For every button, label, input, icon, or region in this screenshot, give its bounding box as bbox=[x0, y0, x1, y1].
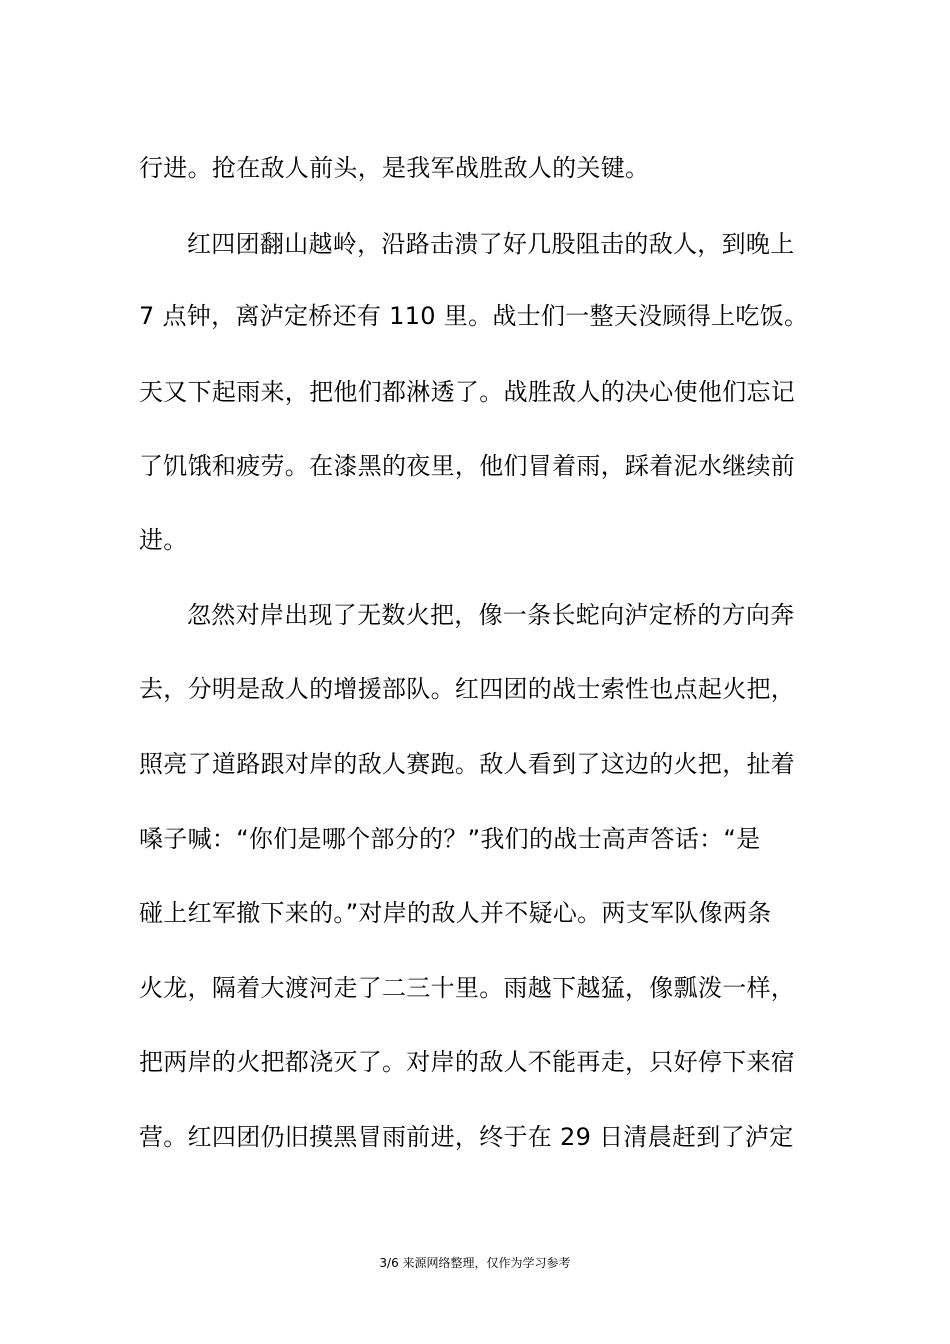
text-line-14: 营。红四团仍旧摸黑冒雨前进，终于在 29 日清晨赶到了泸定 bbox=[139, 1123, 794, 1151]
text-line-13: 把两岸的火把都浇灭了。对岸的敌人不能再走，只好停下来宿 bbox=[139, 1048, 796, 1076]
text-line-7: 忽然对岸出现了无数火把，像一条长蛇向泸定桥的方向奔 bbox=[187, 601, 795, 629]
text-line-8: 去，分明是敌人的增援部队。红四团的战士索性也点起火把， bbox=[139, 675, 796, 703]
text-line-2: 红四团翻山越岭，沿路击溃了好几股阻击的敌人，到晚上 bbox=[187, 230, 795, 258]
text-line-11: 碰上红军撤下来的。”对岸的敌人并不疑心。两支军队像两条 bbox=[139, 899, 772, 927]
text-line-4: 天又下起雨来，把他们都淋透了。战胜敌人的决心使他们忘记 bbox=[139, 378, 796, 406]
page-footer: 3/6 来源网络整理，仅作为学习参考 bbox=[379, 1256, 571, 1270]
text-line-12: 火龙，隔着大渡河走了二三十里。雨越下越猛，像瓢泼一样， bbox=[139, 974, 796, 1002]
text-line-6: 进。 bbox=[139, 526, 188, 554]
text-line-1: 行进。抢在敌人前头，是我军战胜敌人的关键。 bbox=[139, 154, 650, 182]
text-line-5: 了饥饿和疲劳。在漆黑的夜里，他们冒着雨，踩着泥水继续前 bbox=[139, 452, 796, 480]
text-line-9: 照亮了道路跟对岸的敌人赛跑。敌人看到了这边的火把，扯着 bbox=[139, 750, 796, 778]
text-line-10: 嗓子喊：“你们是哪个部分的？”我们的战士高声答话：“是 bbox=[139, 825, 761, 853]
text-line-3: 7 点钟，离泸定桥还有 110 里。战士们一整天没顾得上吃饭。 bbox=[139, 302, 809, 330]
